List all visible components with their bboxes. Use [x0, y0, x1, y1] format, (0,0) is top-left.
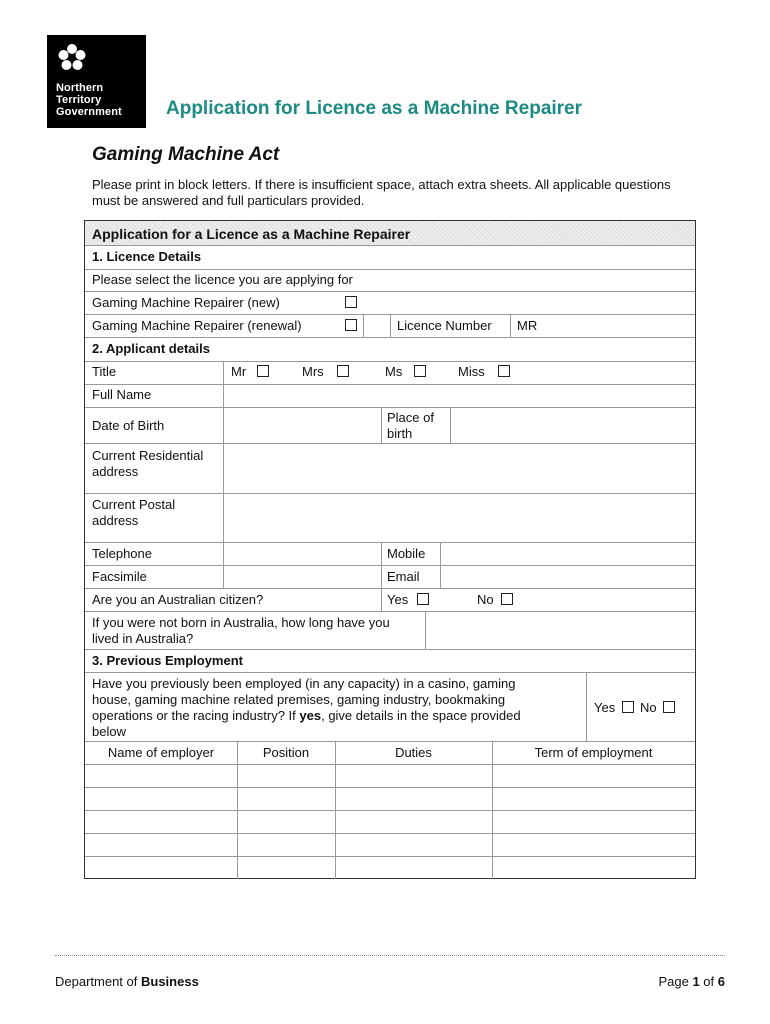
col-divider: [237, 741, 238, 879]
row-divider: [85, 407, 695, 408]
row-divider: [85, 443, 695, 444]
form-header: Application for a Licence as a Machine Repairer: [92, 226, 411, 242]
row-divider: [85, 337, 695, 338]
page-title: Application for Licence as a Machine Repairer: [166, 98, 583, 119]
row-divider: [85, 764, 695, 765]
logo-line: Territory: [56, 94, 102, 106]
col-header-employer: Name of employer: [107, 745, 215, 760]
title-ms-label: Ms: [385, 364, 403, 379]
citizen-yes-label: Yes: [387, 592, 409, 607]
row-divider: [85, 542, 695, 543]
nt-government-logo: [47, 35, 146, 128]
application-form: [84, 220, 696, 879]
flower-emblem-icon: [57, 43, 87, 73]
section-2-heading: 2. Applicant details: [92, 341, 210, 356]
title-mrs-checkbox[interactable]: [337, 365, 349, 377]
title-mr-label: Mr: [231, 364, 247, 379]
dob-label: Date of Birth: [92, 418, 165, 433]
residential-address-label: Current Residential address: [92, 448, 204, 479]
title-miss-checkbox[interactable]: [498, 365, 510, 377]
section-3-heading: 3. Previous Employment: [92, 653, 243, 668]
licence-prompt: Please select the licence you are applying for: [92, 272, 353, 287]
mobile-label: Mobile: [387, 546, 426, 561]
col-divider: [223, 361, 224, 542]
email-label: Email: [387, 569, 420, 584]
col-divider: [492, 741, 493, 879]
logo-text: [56, 82, 122, 118]
act-subtitle: Gaming Machine Act: [92, 144, 280, 165]
born-question: If you were not born in Australia, how long have you lived in Australia?: [92, 615, 390, 646]
intro-text: Please print in block letters. If there is insufficient space, attach extra sheets. All applicable questions must be answered and full particulars provided.: [92, 177, 671, 208]
col-header-term: Term of employment: [534, 745, 653, 760]
col-divider: [223, 542, 224, 588]
row-divider: [85, 588, 695, 589]
row-divider: [85, 810, 695, 811]
row-divider: [85, 833, 695, 834]
col-divider: [425, 611, 426, 649]
employment-yes-checkbox[interactable]: [622, 701, 634, 713]
postal-address-label: Current Postal address: [92, 497, 176, 528]
citizen-no-label: No: [477, 592, 494, 607]
full-name-label: Full Name: [92, 387, 152, 402]
footer-divider: [55, 955, 725, 956]
row-divider: [85, 291, 695, 292]
option-new-label: Gaming Machine Repairer (new): [92, 295, 280, 310]
row-divider: [85, 384, 695, 385]
col-divider: [440, 542, 441, 588]
option-renewal-label: Gaming Machine Repairer (renewal): [92, 318, 302, 333]
row-divider: [85, 649, 695, 650]
pob-label: Place of birth: [387, 410, 434, 441]
employment-yes-label: Yes: [594, 700, 616, 715]
col-divider: [363, 314, 364, 337]
facsimile-label: Facsimile: [92, 569, 147, 584]
row-divider: [85, 787, 695, 788]
col-divider: [381, 407, 382, 443]
citizen-question: Are you an Australian citizen?: [92, 592, 264, 607]
licence-number-field[interactable]: MR: [517, 318, 538, 333]
licence-number-label: Licence Number: [397, 318, 492, 333]
col-header-duties: Duties: [395, 745, 432, 760]
title-miss-label: Miss: [458, 364, 485, 379]
col-divider: [586, 672, 587, 741]
col-divider: [450, 407, 451, 443]
row-divider: [85, 741, 695, 742]
title-mr-checkbox[interactable]: [257, 365, 269, 377]
title-label: Title: [92, 364, 117, 379]
citizen-no-checkbox[interactable]: [501, 593, 513, 605]
logo-line: Northern: [56, 82, 104, 94]
row-divider: [85, 361, 695, 362]
title-mrs-label: Mrs: [302, 364, 324, 379]
employment-no-label: No: [640, 700, 657, 715]
row-divider: [85, 565, 695, 566]
row-divider: [85, 856, 695, 857]
title-ms-checkbox[interactable]: [414, 365, 426, 377]
footer-page-number: Page 1 of 6: [658, 974, 725, 989]
employment-no-checkbox[interactable]: [663, 701, 675, 713]
row-divider: [85, 493, 695, 494]
option-renewal-checkbox[interactable]: [345, 319, 357, 331]
col-divider: [381, 542, 382, 611]
section-1-heading: 1. Licence Details: [92, 249, 202, 264]
footer-department: Department of Business: [55, 974, 199, 989]
logo-line: Government: [56, 106, 122, 118]
row-divider: [85, 672, 695, 673]
employment-question: Have you previously been employed (in any capacity) in a casino, gaming house, gaming machine related premises, gaming industry, bookmaking operations or the racing industry? If yes, give details in the space provided below: [92, 676, 521, 739]
telephone-label: Telephone: [92, 546, 152, 561]
row-divider: [85, 611, 695, 612]
col-divider: [390, 314, 391, 337]
col-header-position: Position: [262, 745, 310, 760]
col-divider: [510, 314, 511, 337]
row-divider: [85, 269, 695, 270]
citizen-yes-checkbox[interactable]: [417, 593, 429, 605]
col-divider: [335, 741, 336, 879]
option-new-checkbox[interactable]: [345, 296, 357, 308]
